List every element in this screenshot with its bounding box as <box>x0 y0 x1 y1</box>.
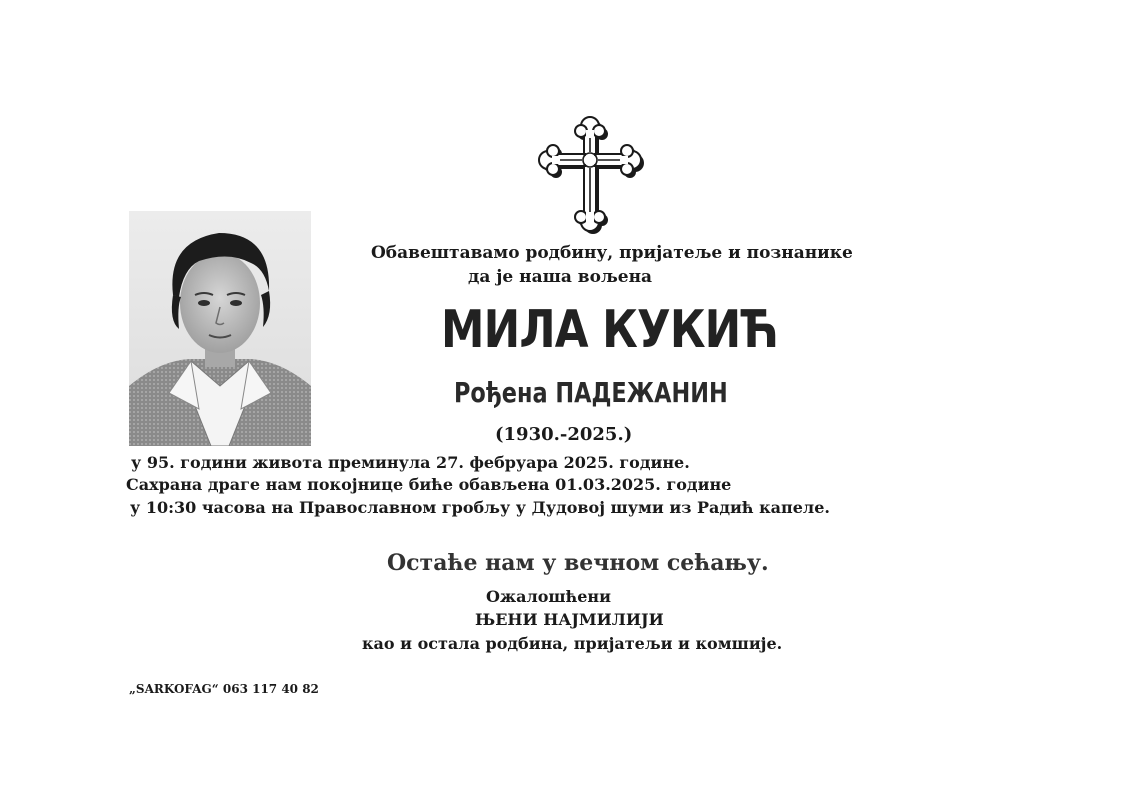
funeral-home-contact: „SARKOFAG“ 063 117 40 82 <box>129 682 319 696</box>
cross-icon <box>538 116 648 236</box>
deceased-name: МИЛА КУКИЋ <box>441 300 778 360</box>
remembrance-line: Остаће нам у вечном сећању. <box>387 550 769 576</box>
family-label: ЊЕНИ НАЈМИЛИЈИ <box>475 610 664 629</box>
intro-line-2: да је наша вољена <box>468 267 653 287</box>
others-line: као и остала родбина, пријатељи и комшије. <box>362 634 783 653</box>
death-info-line: у 95. години живота преминула 27. фебруара 2025. године. <box>131 453 690 472</box>
funeral-location-line: у 10:30 часова на Православном гробљу у Дудовој шуми из Радић капеле. <box>130 498 830 517</box>
intro-line-1: Обавештавамо родбину, пријатеље и познанике <box>371 243 853 263</box>
life-years: (1930.-2025.) <box>495 424 633 445</box>
portrait-photo <box>129 211 311 446</box>
funeral-date-line: Сахрана драге нам покојнице биће обављена 01.03.2025. године <box>126 475 732 494</box>
maiden-name: Рођена ПАДЕЖАНИН <box>454 376 728 409</box>
mourners-label: Ожалошћени <box>486 587 611 606</box>
